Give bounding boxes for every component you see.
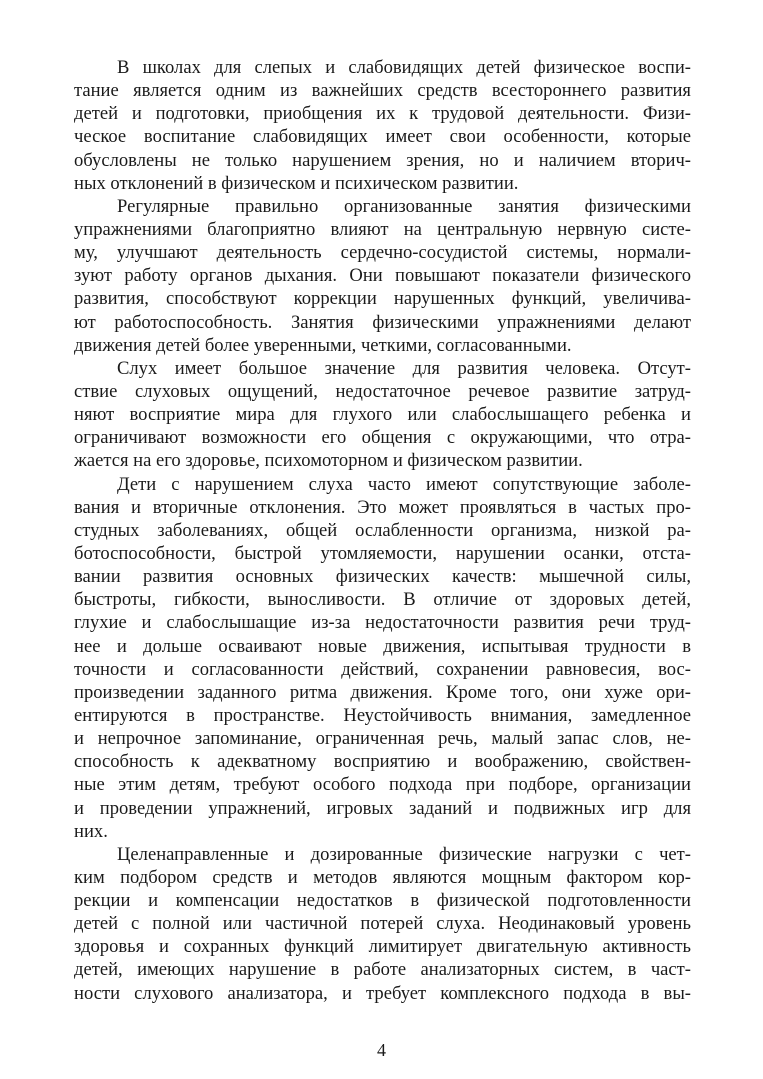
text-line: ческое воспитание слабовидящих имеет свои особенности, которые xyxy=(74,126,691,148)
text-line: произведении заданного ритма движения. Кроме того, они хуже ори- xyxy=(74,681,691,703)
text-line: ботоспособности, быстрой утомляемости, нарушении осанки, отста- xyxy=(74,542,691,564)
text-line: ентируются в пространстве. Неустойчивость внимания, замедленное xyxy=(74,704,691,726)
text-line: рекции и компенсации недостатков в физической подготовленности xyxy=(74,890,691,912)
text-line: ограничивают возможности его общения с окружающими, что отра- xyxy=(74,427,691,449)
page-number: 4 xyxy=(377,1040,386,1060)
text-line: няют восприятие мира для глухого или слабослышащего ребенка и xyxy=(74,404,691,426)
text-line: Регулярные правильно организованные занятия физическими xyxy=(117,195,691,217)
text-line: ют работоспособность. Занятия физическими упражнениями делают xyxy=(74,311,691,333)
text-line: Целенаправленные и дозированные физические нагрузки с чет- xyxy=(117,843,691,865)
text-line: вания и вторичные отклонения. Это может проявляться в частых про- xyxy=(74,496,691,518)
text-line: здоровья и сохранных функций лимитирует двигательную активность xyxy=(74,936,691,958)
text-line: жается на его здоровье, психомоторном и физическом развитии. xyxy=(74,450,583,472)
text-line: ким подбором средств и методов являются мощным фактором кор- xyxy=(74,866,691,888)
text-line: Слух имеет большое значение для развития человека. Отсут- xyxy=(117,357,691,379)
text-line: нее и дольше осваивают новые движения, испытывая трудности в xyxy=(74,635,691,657)
text-line: му, улучшают деятельность сердечно-сосудистой системы, нормали- xyxy=(74,242,691,264)
text-line: студных заболеваниях, общей ослабленности организма, низкой ра- xyxy=(74,519,691,541)
text-line: детей и подготовки, приобщения их к трудовой деятельности. Физи- xyxy=(74,103,691,125)
text-line: упражнениями благоприятно влияют на центральную нервную систе- xyxy=(74,218,691,240)
text-line: детей, имеющих нарушение в работе анализаторных систем, в част- xyxy=(74,959,691,981)
text-line: и проведении упражнений, игровых заданий и подвижных игр для xyxy=(74,797,691,819)
text-line: точности и согласованности действий, сохранении равновесия, вос- xyxy=(74,658,691,680)
text-line: тание является одним из важнейших средств всестороннего развития xyxy=(74,80,691,102)
text-line: ствие слуховых ощущений, недостаточное речевое развитие затруд- xyxy=(74,380,691,402)
text-line: ности слухового анализатора, и требует комплексного подхода в вы- xyxy=(74,982,691,1004)
text-line: способность к адекватному восприятию и воображению, свойствен- xyxy=(74,751,691,773)
text-line: обусловлены не только нарушением зрения, но и наличием вторич- xyxy=(74,149,691,171)
text-line: детей с полной или частичной потерей слуха. Неодинаковый уровень xyxy=(74,913,691,935)
text-line: В школах для слепых и слабовидящих детей физическое воспи- xyxy=(117,57,691,78)
text-line: вании развития основных физических качеств: мышечной силы, xyxy=(74,566,691,588)
text-line: и непрочное запоминание, ограниченная речь, малый запас слов, не- xyxy=(74,728,691,750)
text-line: ные этим детям, требуют особого подхода при подборе, организации xyxy=(74,774,691,796)
text-line: быстроты, гибкости, выносливости. В отличие от здоровых детей, xyxy=(74,589,691,611)
text-line: них. xyxy=(74,820,108,842)
text-line: Дети с нарушением слуха часто имеют сопутствующие заболе- xyxy=(117,473,691,495)
body-text xyxy=(74,56,691,1005)
text-line: движения детей более уверенными, четкими, согласованными. xyxy=(74,334,572,356)
text-line: развития, способствуют коррекции нарушенных функций, увеличива- xyxy=(74,288,691,310)
text-line: глухие и слабослышащие из-за недостаточности развития речи труд- xyxy=(74,612,691,634)
text-line: зуют работу органов дыхания. Они повышают показатели физического xyxy=(74,265,691,287)
text-line: ных отклонений в физическом и психическом развитии. xyxy=(74,172,519,194)
